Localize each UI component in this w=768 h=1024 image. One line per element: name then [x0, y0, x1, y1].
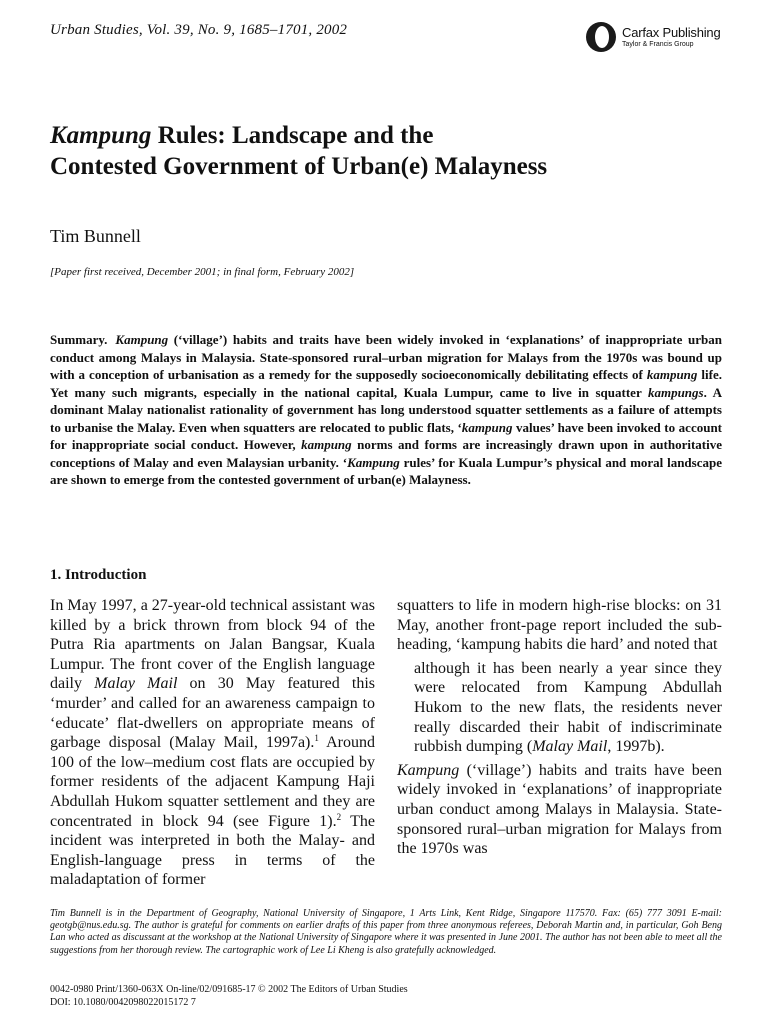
footnote-ref: 2 — [336, 811, 342, 822]
carfax-logo-icon — [586, 22, 616, 52]
abstract — [50, 331, 722, 489]
abstract-text: (‘village’) habits and traits have been widely invoked in ‘explanations’ of inappropriate urban conduct among Malays in Malaysia. State-sponsored rural–urban migration for Malays from the 1970s was bound up with a conception of urbanisation as a remedy for the supposedly socioeconomically debilitating effects of — [50, 332, 722, 382]
title-line1: Rules: Landscape and the — [151, 122, 434, 149]
abstract-label: Summary. — [50, 332, 108, 347]
journal-citation: Urban Studies, Vol. 39, No. 9, 1685–1701, 2002 — [50, 22, 348, 38]
paragraph: In May 1997, a 27-year-old technical assistant was killed by a brick thrown from block 94 of the Putra Ria apartments on Jalan Bangsar, Kuala Lumpur. The front cover of the English language daily Malay Mail on 30 May featured this ‘murder’ and called for an awareness campaign to ‘educate’ flat-dwellers on appropriate means of garbage disposal (Malay Mail, 1997a).$^1$ Around 100 of the low–medium cost flats are occupied by former residents of the adjacent Kampung Haji Abdullah Hukom squatter settlement and they are concentrated in block 94 (see Figure 1).$^2$ The incident was interpreted in both the Malay- and English-language press in terms of the maladaptation of former — [50, 597, 376, 889]
abstract-kw: kampung — [646, 367, 698, 382]
abstract-kw: kampung — [461, 419, 513, 435]
paragraph: Kampung (‘village’) habits and traits have been widely invoked in ‘explanations’ of inappropriate urban conduct among Malays in Malaysia. State-sponsored rural–urban migration for Malays from the 1970s was — [397, 761, 722, 858]
received-dates: [Paper first received, December 2001; in final form, February 2002] — [50, 266, 355, 278]
abstract-kw: kampung — [301, 437, 352, 452]
publisher-subtitle: Taylor & Francis Group — [622, 41, 694, 48]
paragraph: squatters to life in modern high-rise blocks: on 31 May, another front-page report included the sub-heading, ‘kampung habits die hard’ and noted that — [397, 597, 722, 654]
abstract-text: values’ have been invoked to account for inappropriate social conduct. However, — [50, 419, 723, 452]
abstract-text: life. Yet many such migrants, especially in the national capital, Kuala Lumpur, came to live in squatter — [50, 367, 722, 400]
author-footnote: Tim Bunnell is in the Department of Geography, National University of Singapore, 1 Arts Link, Kent Ridge, Singapore 117570. Fax: (65) 777 3091 E-mail: geotgb@nus.edu.sg. The author is grateful for comments on earlier drafts of this paper from three anonymous referees, Deborah Martin and, in particular, Goh Beng Lan who acted as discussant at the workshop at the National University of Singapore where it was presented in June 2001. The author has not been able to meet all the suggestions from her thorough review. The cartographic work of Lee Li Kheng is also gratefully acknowledged. — [50, 908, 722, 956]
abstract-kw: kampungs — [647, 384, 704, 400]
abstract-text: norms and forms are increasingly drawn upon in authoritative conceptions of Malay and even Malaysian urbanity. ‘ — [50, 437, 723, 470]
author-name: Tim Bunnell — [50, 226, 141, 246]
body-column-left — [50, 596, 375, 890]
abstract-kw: Kampung — [347, 454, 400, 470]
abstract-text: . A dominant Malay nationalist rationality of government has long understood squatter settlements as a failure of attempts to urbanise the Malay. Even when squatters are relocated to public flats, ‘ — [50, 384, 723, 435]
body-column-right — [397, 596, 722, 859]
title-line2: Contested Government of Urban(e) Malayness — [50, 153, 548, 180]
issn-line: 0042-0980 Print/1360-063X On-line/02/091685-17 © 2002 The Editors of Urban Studies — [50, 984, 408, 995]
publisher-name: Carfax Publishing — [622, 25, 721, 40]
paper-title — [50, 120, 730, 182]
section-heading: 1. Introduction — [50, 567, 147, 583]
abstract-kw: Kampung — [115, 332, 169, 347]
abstract-text: rules’ for Kuala Lumpur’s physical and moral landscape are shown to emerge from the contested government of urban(e) Malayness. — [50, 454, 722, 487]
copyright-footer — [50, 983, 408, 1009]
publisher-logo — [586, 22, 721, 52]
title-keyword: Kampung — [50, 122, 152, 149]
footnote-ref: 1 — [314, 733, 319, 744]
block-quote: although it has been nearly a year since they were relocated from Kampung Abdullah Hukom to the new flats, the residents never really discarded their habit of indiscriminate rubbish dumping (Malay Mail, 1997b). — [414, 659, 722, 756]
doi-line: DOI: 10.1080/0042098022015172 7 — [50, 997, 196, 1008]
